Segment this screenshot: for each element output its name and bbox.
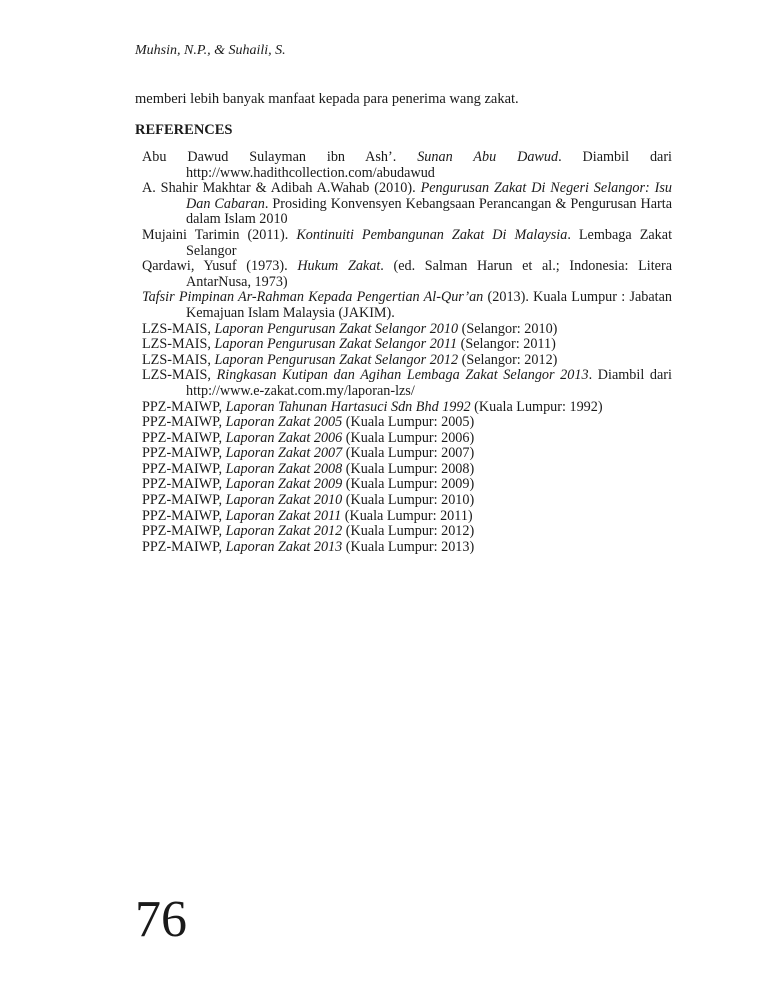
reference-entry	[142, 477, 672, 493]
reference-entry	[142, 446, 672, 462]
reference-details: (Kuala Lumpur: 2012)	[342, 523, 475, 540]
reference-title: Laporan Zakat 2009	[225, 476, 343, 493]
reference-details: . (ed. Salman Harun et al.; Indonesia: Litera AntarNusa, 1973)	[186, 258, 673, 290]
reference-author: LZS-MAIS,	[142, 351, 215, 368]
reference-entry	[142, 493, 672, 509]
reference-details: (2013). Kuala Lumpur : Jabatan Kemajuan Islam Malaysia (JAKIM).	[186, 289, 672, 321]
reference-details: (Kuala Lumpur: 2008)	[342, 460, 475, 477]
reference-details: . Prosiding Konvensyen Kebangsaan Perancangan & Pengurusan Harta dalam Islam 2010	[186, 195, 672, 228]
reference-author: Mujaini Tarimin (2011).	[142, 226, 297, 243]
reference-details: . Diambil dari http://www.e-zakat.com.my/laporan-lzs/	[186, 367, 672, 399]
reference-title: Laporan Zakat 2012	[225, 523, 343, 540]
reference-details: (Selangor: 2012)	[458, 351, 558, 368]
reference-author: PPZ-MAIWP,	[142, 476, 226, 493]
reference-title: Laporan Zakat 2006	[225, 429, 343, 446]
reference-details: (Kuala Lumpur: 1992)	[470, 398, 603, 415]
page-number: 76	[135, 891, 187, 948]
reference-author: PPZ-MAIWP,	[142, 523, 226, 540]
reference-title: Laporan Pengurusan Zakat Selangor 2011	[214, 336, 458, 353]
reference-author: Abu Dawud Sulayman ibn Ash’.	[142, 149, 418, 165]
reference-title: Laporan Zakat 2010	[225, 492, 343, 509]
reference-details: (Kuala Lumpur: 2011)	[341, 507, 473, 524]
reference-author: LZS-MAIS,	[142, 367, 217, 384]
reference-title: Laporan Pengurusan Zakat Selangor 2010	[214, 320, 459, 337]
reference-entry	[142, 353, 672, 369]
reference-details: (Kuala Lumpur: 2007)	[342, 445, 475, 462]
reference-details: (Kuala Lumpur: 2013)	[342, 538, 475, 555]
reference-author: A. Shahir Makhtar & Adibah A.Wahab (2010).	[142, 180, 421, 197]
reference-entry	[142, 150, 672, 181]
reference-author: Qardawi, Yusuf (1973).	[142, 258, 298, 275]
reference-title: Ringkasan Kutipan dan Agihan Lembaga Zakat Selangor 2013	[216, 367, 589, 384]
reference-details: (Kuala Lumpur: 2010)	[342, 492, 475, 509]
references-heading: REFERENCES	[135, 122, 233, 138]
intro-paragraph: memberi lebih banyak manfaat kepada para penerima wang zakat.	[135, 91, 519, 107]
reference-details: . Lembaga Zakat Selangor	[186, 226, 673, 259]
reference-entry	[142, 259, 672, 290]
reference-title: Tafsir Pimpinan Ar-Rahman Kepada Pengertian Al-Qur’an	[142, 289, 484, 306]
reference-title: Laporan Zakat 2013	[225, 538, 343, 555]
reference-author: PPZ-MAIWP,	[142, 445, 226, 462]
reference-title: Pengurusan Zakat Di Negeri Selangor: Isu Dan Cabaran	[186, 180, 672, 212]
reference-entry	[142, 322, 672, 338]
reference-entry	[142, 368, 672, 399]
reference-title: Laporan Zakat 2005	[225, 414, 343, 431]
reference-entry	[142, 415, 672, 431]
reference-details: . Diambil dari http://www.hadithcollection.com/abudawud	[186, 149, 672, 181]
reference-author: LZS-MAIS,	[142, 336, 215, 353]
reference-entry	[142, 290, 672, 321]
reference-entry	[142, 524, 672, 540]
reference-details: (Selangor: 2010)	[458, 320, 558, 337]
reference-author: PPZ-MAIWP,	[142, 398, 226, 415]
reference-details: (Kuala Lumpur: 2009)	[342, 476, 475, 493]
reference-title: Laporan Zakat 2007	[225, 445, 343, 462]
reference-title: Sunan Abu Dawud	[417, 149, 559, 165]
reference-entry	[142, 337, 672, 353]
reference-author: PPZ-MAIWP,	[142, 492, 226, 509]
reference-title: Laporan Zakat 2011	[225, 507, 342, 524]
reference-author: PPZ-MAIWP,	[142, 507, 226, 524]
reference-entry	[142, 431, 672, 447]
reference-entry	[142, 181, 672, 228]
reference-title: Laporan Tahunan Hartasuci Sdn Bhd 1992	[225, 398, 471, 415]
reference-details: (Kuala Lumpur: 2006)	[342, 429, 475, 446]
reference-entry	[142, 462, 672, 478]
reference-title: Kontinuiti Pembangunan Zakat Di Malaysia	[296, 226, 568, 243]
running-header: Muhsin, N.P., & Suhaili, S.	[135, 43, 286, 58]
reference-author: PPZ-MAIWP,	[142, 429, 226, 446]
reference-details: (Kuala Lumpur: 2005)	[342, 414, 475, 431]
reference-entry	[142, 400, 672, 416]
reference-entry	[142, 509, 672, 525]
reference-list	[142, 150, 672, 555]
reference-entry	[142, 540, 672, 556]
reference-author: PPZ-MAIWP,	[142, 460, 226, 477]
reference-author: PPZ-MAIWP,	[142, 414, 226, 431]
reference-details: (Selangor: 2011)	[457, 336, 556, 353]
reference-title: Hukum Zakat	[297, 258, 381, 275]
reference-author: PPZ-MAIWP,	[142, 538, 226, 555]
reference-title: Laporan Zakat 2008	[225, 460, 343, 477]
reference-title: Laporan Pengurusan Zakat Selangor 2012	[214, 351, 459, 368]
reference-author: LZS-MAIS,	[142, 320, 215, 337]
reference-entry	[142, 228, 672, 259]
